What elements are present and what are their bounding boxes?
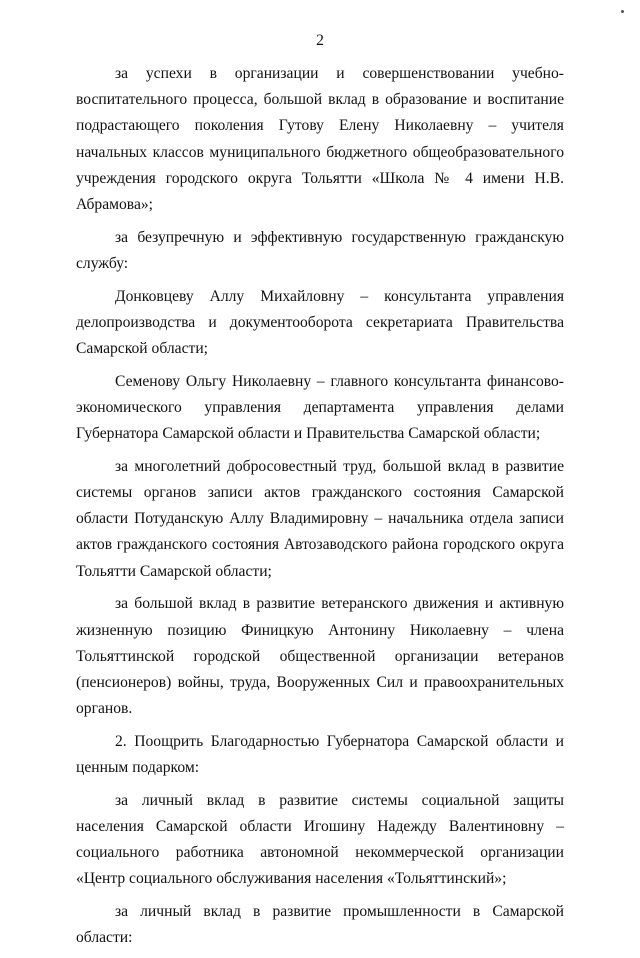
scan-speck (621, 10, 624, 13)
paragraph-award-finitskaya: за большой вклад в развитие ветеранского движения и активную жизненную позицию Финицкую Антонину Николаевну – члена Тольяттинской городской общественной организации ветеранов (пенсионеров) войны, труда, Вооруженных Сил и правоохранительных органов. (76, 595, 564, 718)
paragraph-award-semenova: Семенову Ольгу Николаевну – главного консультанта финансово-экономического управления департамента управления делами Губернатора Самарской области и Правительства Самарской области; (76, 372, 564, 443)
paragraph-award-donkovtseva: Донковцеву Аллу Михайловну – консультанта управления делопроизводства и документооборота секретариата Правительства Самарской области; (76, 287, 564, 358)
paragraph-industry-heading: за личный вклад в развитие промышленности в Самарской области: (76, 903, 564, 947)
page-number: 2 (316, 32, 324, 49)
paragraph-award-igoshina: за личный вклад в развитие системы социальной защиты населения Самарской области Игошину Надежду Валентиновну – социального работника автономной некоммерческой организации «Центр социального обслуживания населения «Тольяттинский»; (76, 791, 564, 888)
paragraph-award-gutova: за успехи в организации и совершенствовании учебно-воспитательного процесса, большой вклад в образование и воспитание подрастающего поколения Гутову Елену Николаевну – учителя начальных классов муниципального бюджетного общеобразовательного учреждения городского округа Тольятти «Школа № 4 имени Н.В. Абрамова»; (76, 65, 564, 214)
paragraph-award-potudanskaya: за многолетний добросовестный труд, большой вклад в развитие системы органов записи актов гражданского состояния Самарской области Потуданскую Аллу Владимировну – начальника отдела записи актов гражданского состояния Автозаводского района городского округа Тольятти Самарской области; (76, 457, 564, 580)
paragraph-item-2-gratitude: 2. Поощрить Благодарностью Губернатора Самарской области и ценным подарком: (76, 732, 564, 777)
document-body (76, 61, 564, 958)
paragraph-civil-service-heading: за безупречную и эффективную государственную гражданскую службу: (76, 228, 564, 272)
